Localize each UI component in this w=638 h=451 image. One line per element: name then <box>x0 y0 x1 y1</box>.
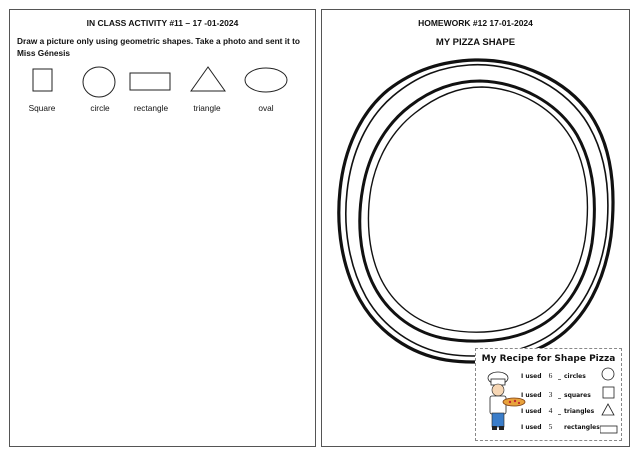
rectangle-icon <box>600 426 617 433</box>
crust-inner-ring <box>360 81 595 341</box>
triangle-icon <box>191 67 225 91</box>
homework-title: HOMEWORK #12 17-01-2024 <box>418 18 533 28</box>
circle-icon <box>83 67 115 97</box>
activity-instructions: Draw a picture only using geometric shapes. Take a photo and sent it to Miss Génesis <box>17 36 300 58</box>
shape-examples <box>10 65 317 105</box>
recipe-row-triangles: I used 4 _ triangles <box>521 406 595 415</box>
shape-label-rectangle: rectangle <box>133 103 169 113</box>
activity-title: IN CLASS ACTIVITY #11 – 17 -01-2024 <box>86 18 239 28</box>
pizza-shape-title: MY PIZZA SHAPE <box>435 37 516 48</box>
chef-illustration <box>482 369 526 437</box>
recipe-card <box>475 348 622 441</box>
pizza-icon <box>503 398 525 406</box>
recipe-row-squares: I used 3 _ squares <box>521 390 591 399</box>
triangle-icon <box>602 404 614 415</box>
crust-inner-ring-rough <box>368 87 587 332</box>
class-activity-panel <box>9 9 316 447</box>
count-circles: 6 <box>548 371 553 380</box>
homework-panel <box>321 9 630 447</box>
count-triangles: 4 <box>548 406 553 415</box>
shape-label-square: Square <box>28 103 56 113</box>
square-icon <box>33 69 52 91</box>
square-icon <box>603 387 614 398</box>
rectangle-icon <box>130 73 170 90</box>
circle-icon <box>602 368 614 380</box>
shape-label-circle: circle <box>90 103 110 113</box>
recipe-row-circles: I used 6 _ circles <box>521 371 586 380</box>
shape-label-oval: oval <box>258 103 274 113</box>
count-rectangles: 5 <box>548 422 553 431</box>
oval-icon <box>245 68 287 92</box>
count-squares: 3 <box>548 390 553 399</box>
recipe-title: My Recipe for Shape Pizza <box>481 354 616 364</box>
recipe-shape-icons <box>600 362 620 442</box>
recipe-row-rectangles: I used 5 rectangles <box>521 422 600 431</box>
shape-label-triangle: triangle <box>193 103 221 113</box>
crust-outer-ring-rough <box>346 65 608 356</box>
